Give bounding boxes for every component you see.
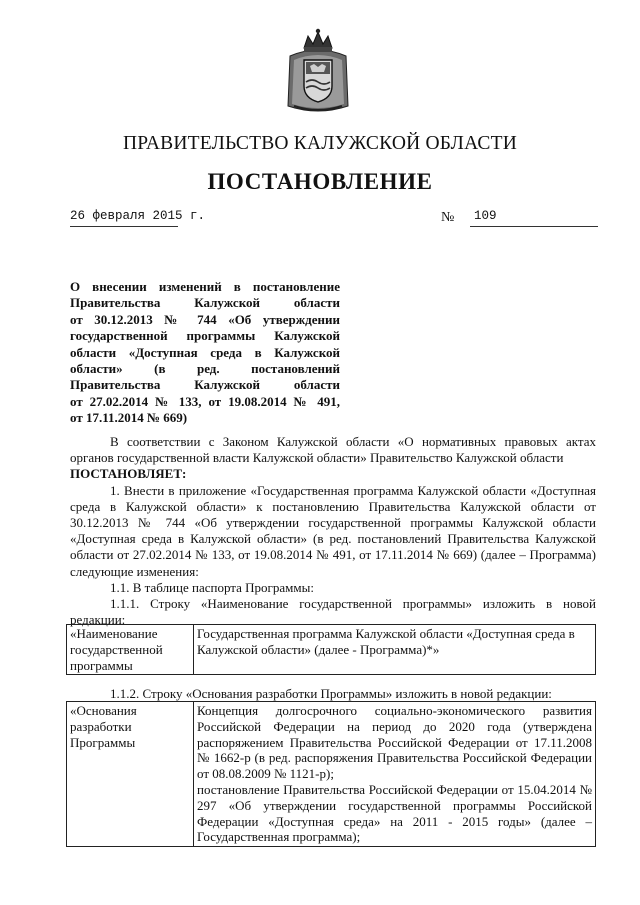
basis-paragraph: постановление Правительства Российской Федерации от 15.04.2014 № 297 «Об утверждении государственной программы Российской Федерации «Доступная среда» на 2011 - 2015 годы» (далее – Государственная программа);	[197, 781, 592, 845]
table-row	[67, 702, 596, 847]
document-body	[70, 434, 596, 628]
subject-line: Правительства Калужской области	[70, 377, 340, 393]
item-1-1-2-paragraph: 1.1.2. Строку «Основания разработки Программы» изложить в новой редакции:	[110, 686, 552, 701]
basis-paragraph: Концепция долгосрочного социально-экономического развития Российской Федерации на период до 2020 года (утверждена распоряжением Правительства Российской Федерации от 17.11.2008 № 1662-р (в ред. распоряжения Правительства Российской Федерации от 08.08.2009 № 1121-р);	[197, 703, 592, 782]
item-1-1-paragraph: 1.1. В таблице паспорта Программы:	[110, 579, 314, 595]
table-cell-value: Государственная программа Калужской области «Доступная среда в Калужской области» (далее - Программа)*»	[194, 625, 596, 675]
subject-line: области «Доступная среда в Калужской	[70, 344, 340, 360]
government-name: ПРАВИТЕЛЬСТВО КАЛУЖСКОЙ ОБЛАСТИ	[123, 133, 517, 154]
document-number: 109	[474, 209, 497, 223]
subject-line: от 27.02.2014 № 133, от 19.08.2014 № 491,	[70, 393, 340, 409]
subject-line: от 30.12.2013 № 744 «Об утверждении	[70, 311, 340, 327]
subject-line: Правительства Калужской области	[70, 295, 340, 311]
resolves-heading: ПОСТАНОВЛЯЕТ:	[70, 466, 187, 482]
program-basis-table	[66, 701, 596, 847]
table-row	[67, 625, 596, 675]
program-name-table	[66, 624, 596, 675]
table-cell-label: «Наименование государственной программы	[67, 625, 194, 675]
document-date: 26 февраля 2015 г.	[70, 209, 206, 223]
item-1-1-1-paragraph: 1.1.1. Строку «Наименование государственной программы» изложить в новой редакции:	[70, 596, 596, 628]
coat-of-arms-icon	[284, 26, 352, 114]
subject-line: от 17.11.2014 № 669)	[70, 410, 188, 426]
subject-line: области» (в ред. постановлений	[70, 361, 340, 377]
table-cell-label: «Основания разработки Программы	[67, 702, 194, 847]
number-sign: №	[441, 210, 455, 225]
table-cell-value	[194, 702, 596, 847]
subject-line: О внесении изменений в постановление	[70, 279, 340, 294]
preamble-paragraph: В соответствии с Законом Калужской области «О нормативных правовых актах органов государственной власти Калужской области» Правительство Калужской области	[70, 434, 596, 466]
document-type: ПОСТАНОВЛЕНИЕ	[207, 169, 433, 194]
item-1-paragraph: 1. Внести в приложение «Государственная программа Калужской области «Доступная среда в Калужской области» к постановлению Правительства Калужской области от 30.12.2013 № 744 «Об утверждении государственной программы Калужской области «Доступная среда в Калужской области» (в ред. постановлений Правительства Калужской области от 27.02.2014 № 133, от 19.08.2014 № 491, от 17.11.2014 № 669) (далее – Программа) следующие изменения:	[70, 482, 596, 579]
date-underline	[70, 226, 178, 227]
number-underline	[470, 226, 598, 227]
document-subject	[70, 279, 340, 427]
subject-line: государственной программы Калужской	[70, 328, 340, 344]
